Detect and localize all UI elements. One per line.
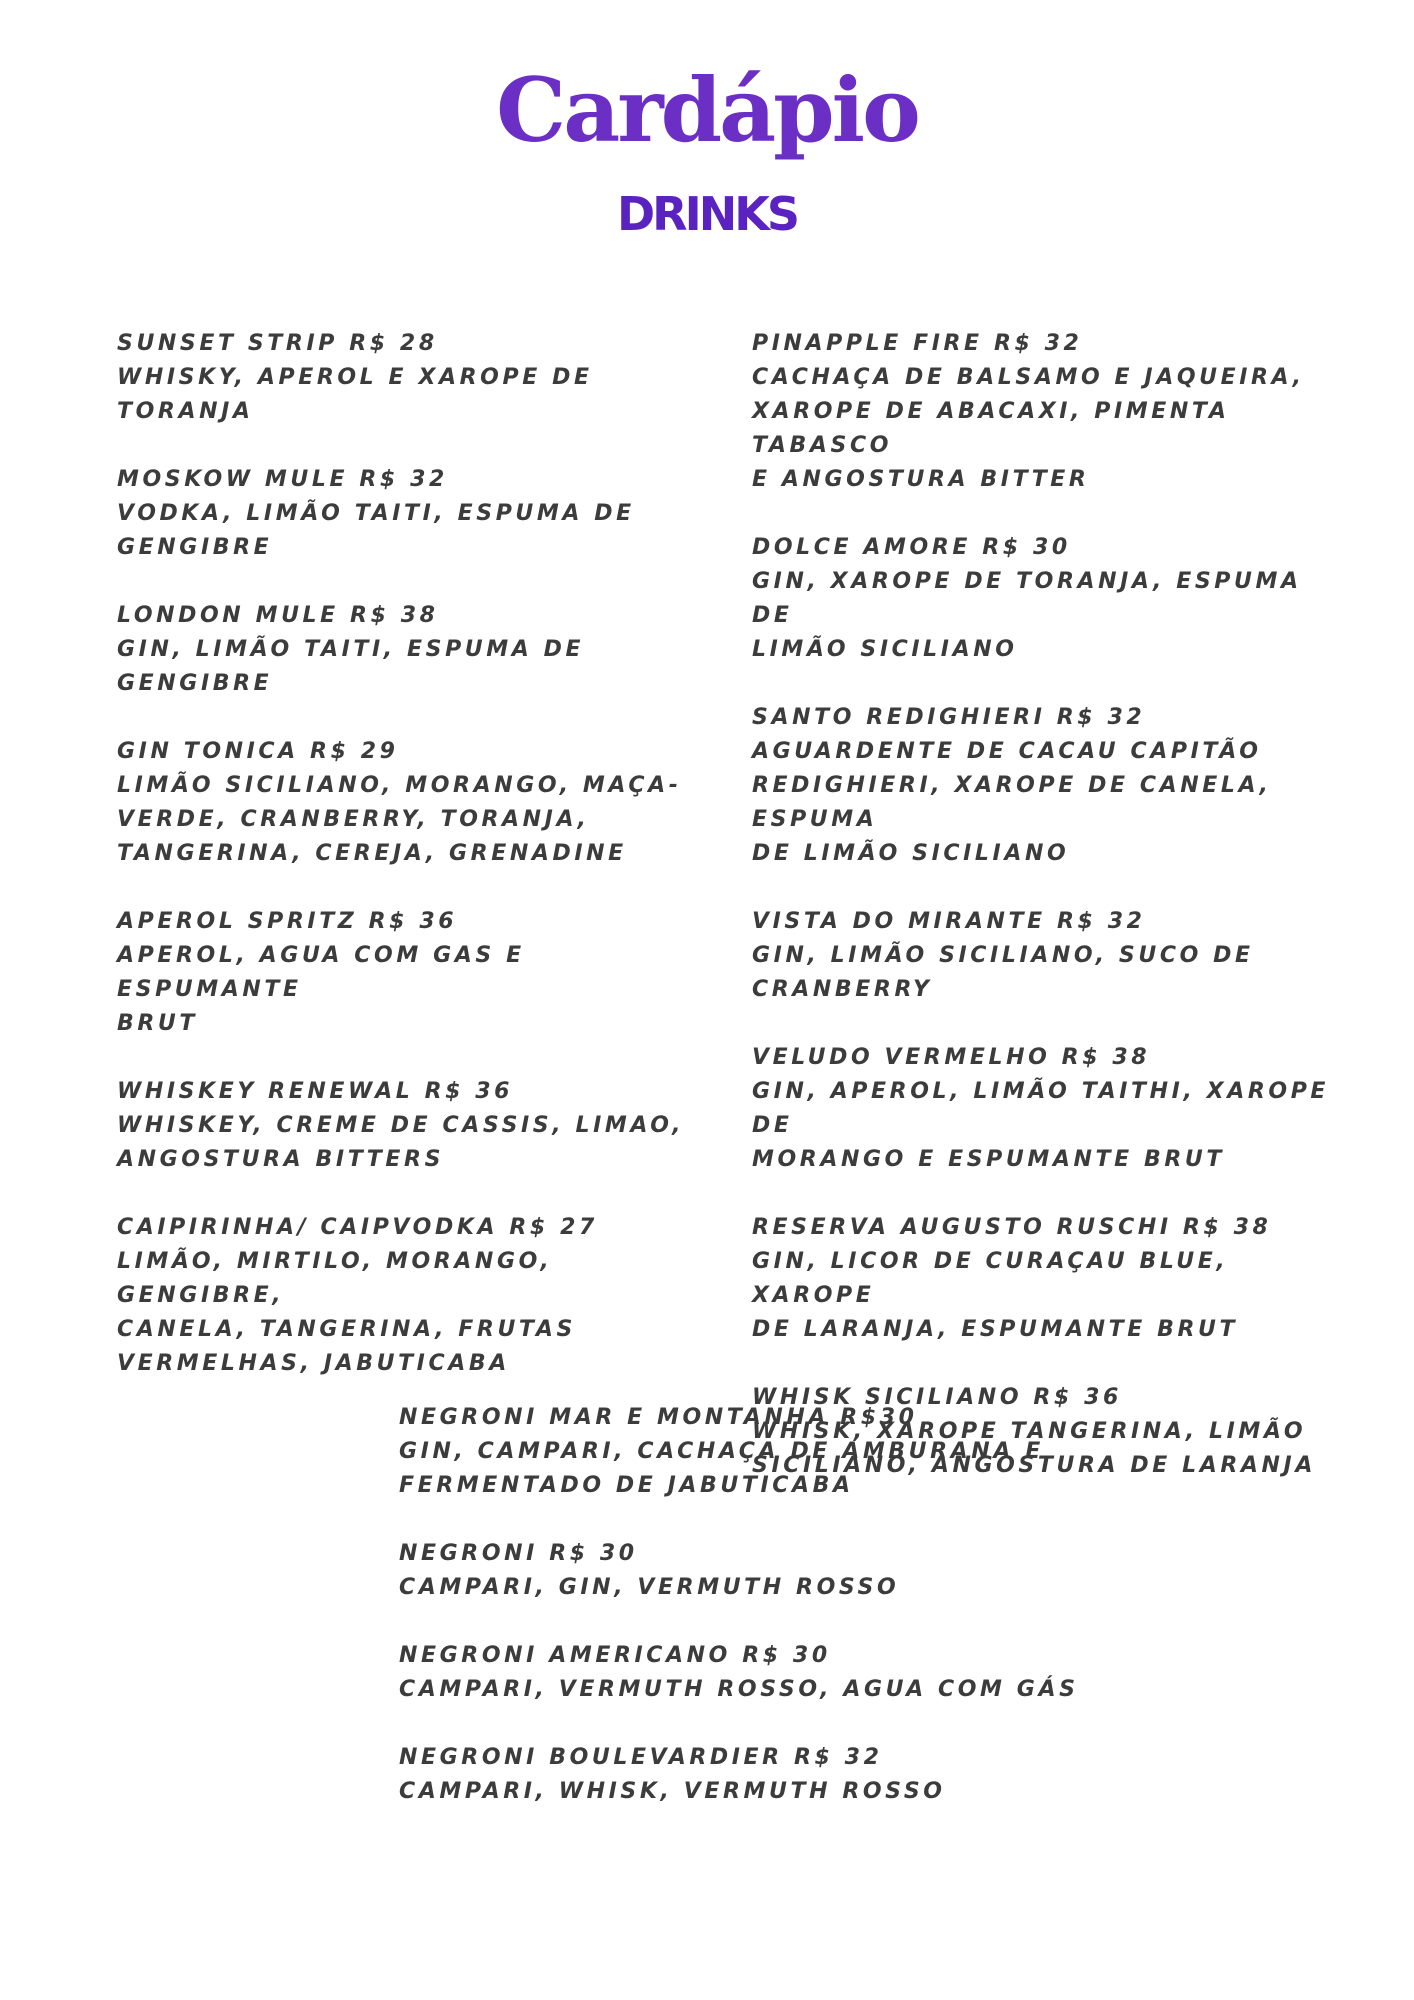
menu-item bbox=[752, 531, 1352, 667]
menu-item bbox=[752, 905, 1352, 1007]
menu-column-right bbox=[752, 327, 1352, 1517]
drink-ingredients: CAMPARI, GIN, VERMUTH ROSSO bbox=[399, 1575, 900, 1600]
menu-item bbox=[117, 463, 707, 565]
drink-ingredients: GIN, XAROPE DE TORANJA, ESPUMA DE LIMÃO SICILIANO bbox=[752, 569, 1302, 662]
menu-item bbox=[399, 1537, 1099, 1605]
drink-name: PINAPPLE FIRE R$ 32 bbox=[752, 331, 1083, 356]
menu-item bbox=[117, 1211, 707, 1381]
drink-name: DOLCE AMORE R$ 30 bbox=[752, 535, 1071, 560]
drink-ingredients: GIN, LIMÃO SICILIANO, SUCO DE CRANBERRY bbox=[752, 943, 1254, 1002]
drink-ingredients: CAMPARI, WHISK, VERMUTH ROSSO bbox=[399, 1779, 946, 1804]
menu-item bbox=[117, 735, 707, 871]
drink-name: APEROL SPRITZ R$ 36 bbox=[117, 909, 458, 934]
menu-column-negroni bbox=[399, 1401, 1099, 1843]
drink-name: WHISK SICILIANO R$ 36 bbox=[752, 1385, 1122, 1410]
menu-item bbox=[117, 905, 707, 1041]
drink-name: NEGRONI R$ 30 bbox=[399, 1541, 638, 1566]
drink-ingredients: GIN, LIMÃO TAITI, ESPUMA DE GENGIBRE bbox=[117, 637, 585, 696]
drink-name: SUNSET STRIP R$ 28 bbox=[117, 331, 438, 356]
drink-name: NEGRONI BOULEVARDIER R$ 32 bbox=[399, 1745, 883, 1770]
menu-item bbox=[399, 1401, 1099, 1503]
drink-name: RESERVA AUGUSTO RUSCHI R$ 38 bbox=[752, 1215, 1272, 1240]
menu-item bbox=[117, 599, 707, 701]
drink-name: NEGRONI AMERICANO R$ 30 bbox=[399, 1643, 831, 1668]
drink-name: CAIPIRINHA/ CAIPVODKA R$ 27 bbox=[117, 1215, 598, 1240]
drink-name: SANTO REDIGHIERI R$ 32 bbox=[752, 705, 1146, 730]
drink-ingredients: AGUARDENTE DE CACAU CAPITÃO REDIGHIERI, XAROPE DE CANELA, ESPUMA DE LIMÃO SICILIANO bbox=[752, 739, 1272, 866]
drink-ingredients: WHISKEY, CREME DE CASSIS, LIMAO, ANGOSTURA BITTERS bbox=[117, 1113, 685, 1172]
drink-ingredients: CACHAÇA DE BALSAMO E JAQUEIRA, XAROPE DE ABACAXI, PIMENTA TABASCO E ANGOSTURA BITTER bbox=[752, 365, 1305, 492]
menu-item bbox=[752, 1041, 1352, 1177]
drink-ingredients: VODKA, LIMÃO TAITI, ESPUMA DE GENGIBRE bbox=[117, 501, 635, 560]
menu-item bbox=[399, 1741, 1099, 1809]
drink-ingredients: LIMÃO SICILIANO, MORANGO, MAÇA- VERDE, CRANBERRY, TORANJA, TANGERINA, CEREJA, GRENADINE bbox=[117, 773, 682, 866]
menu-item bbox=[752, 327, 1352, 497]
drink-ingredients: CAMPARI, VERMUTH ROSSO, AGUA COM GÁS bbox=[399, 1677, 1079, 1702]
menu-item bbox=[752, 1211, 1352, 1347]
menu-item bbox=[752, 701, 1352, 871]
drink-ingredients: WHISK, XAROPE TANGERINA, LIMÃO SICILIANO, ANGOSTURA DE LARANJA bbox=[752, 1419, 1316, 1478]
drink-ingredients: GIN, APEROL, LIMÃO TAITHI, XAROPE DE MORANGO E ESPUMANTE BRUT bbox=[752, 1079, 1330, 1172]
drink-name: WHISKEY RENEWAL R$ 36 bbox=[117, 1079, 514, 1104]
drink-ingredients: LIMÃO, MIRTILO, MORANGO, GENGIBRE, CANELA, TANGERINA, FRUTAS VERMELHAS, JABUTICABA bbox=[117, 1249, 576, 1376]
drink-ingredients: WHISKY, APEROL E XAROPE DE TORANJA bbox=[117, 365, 593, 424]
menu-item bbox=[399, 1639, 1099, 1707]
drink-ingredients: GIN, CAMPARI, CACHAÇA DE AMBURANA E FERMENTADO DE JABUTICABA bbox=[399, 1439, 1044, 1498]
drink-ingredients: GIN, LICOR DE CURAÇAU BLUE, XAROPE DE LARANJA, ESPUMANTE BRUT bbox=[752, 1249, 1239, 1342]
menu-column-left bbox=[117, 327, 707, 1415]
drink-name: NEGRONI MAR E MONTANHA R$30 bbox=[399, 1405, 918, 1430]
menu-item bbox=[117, 327, 707, 429]
drink-name: GIN TONICA R$ 29 bbox=[117, 739, 399, 764]
page-title: Cardápio bbox=[496, 58, 918, 162]
drink-ingredients: APEROL, AGUA COM GAS E ESPUMANTE BRUT bbox=[117, 943, 525, 1036]
menu-item bbox=[117, 1075, 707, 1177]
drink-name: MOSKOW MULE R$ 32 bbox=[117, 467, 448, 492]
drink-name: VELUDO VERMELHO R$ 38 bbox=[752, 1045, 1151, 1070]
drink-name: LONDON MULE R$ 38 bbox=[117, 603, 439, 628]
page-subtitle: DRINKS bbox=[617, 187, 797, 241]
drink-name: VISTA DO MIRANTE R$ 32 bbox=[752, 909, 1146, 934]
